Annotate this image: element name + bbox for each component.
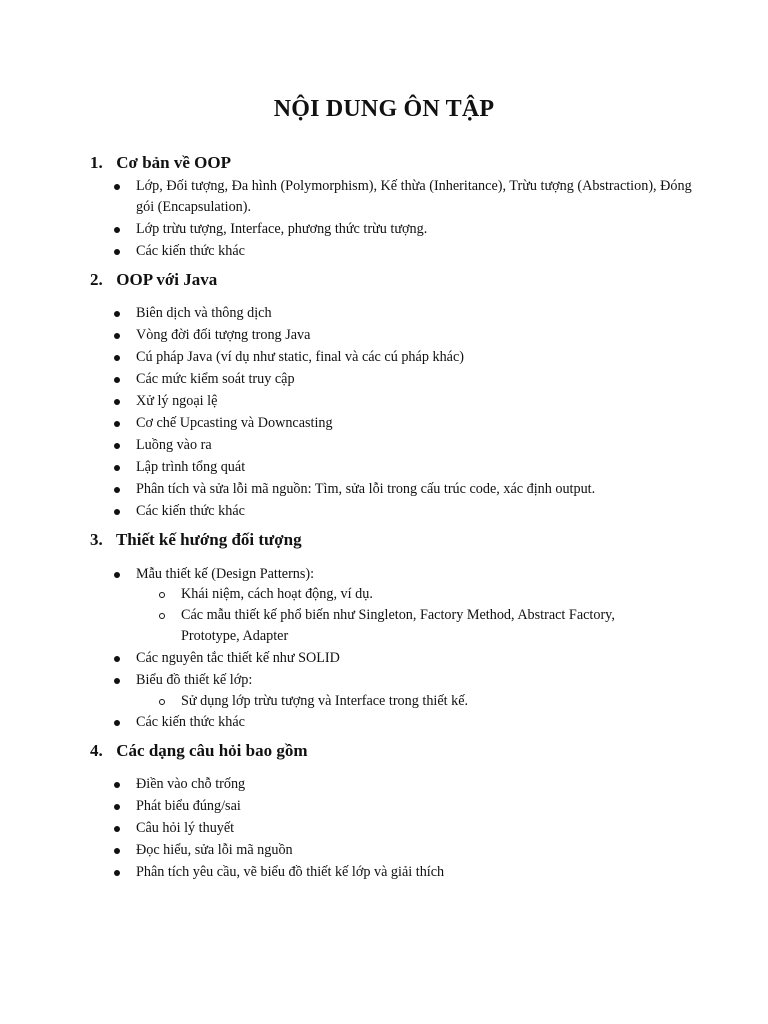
section-1-title: Cơ bản về OOP [116,153,231,172]
bullet-icon [114,399,120,405]
bullet-icon [114,826,120,832]
list-item: Lập trình tổng quát [136,459,246,475]
bullet-icon [114,333,120,339]
list-item: Vòng đời đối tượng trong Java [136,327,311,343]
bullet-icon [114,720,120,726]
list-item: Biên dịch và thông dịch [136,305,272,321]
bullet-icon [114,572,120,578]
bullet-icon [114,848,120,854]
bullet-icon [114,804,120,810]
list-item: Lớp trừu tượng, Interface, phương thức trừu tượng. [136,221,428,237]
section-2-title: OOP với Java [116,270,218,289]
sub-list-item: Khái niệm, cách hoạt động, ví dụ. [181,586,373,602]
section-3-number: 3. [90,530,103,549]
list-item: Các kiến thức khác [136,243,245,259]
section-1-number: 1. [90,153,103,172]
bullet-icon [114,487,120,493]
bullet-icon [114,184,120,190]
section-2-number: 2. [90,270,103,289]
list-item: Điền vào chỗ trống [136,776,246,792]
section-4-heading [90,739,308,763]
circle-bullet-icon [159,699,165,705]
list-item: Câu hỏi lý thuyết [136,820,235,836]
bullet-icon [114,227,120,233]
bullet-icon [114,465,120,471]
list-item: Xử lý ngoại lệ [136,393,218,409]
section-1-heading [90,151,231,175]
bullet-icon [114,782,120,788]
bullet-icon [114,678,120,684]
bullet-icon [114,509,120,515]
bullet-icon [114,656,120,662]
list-item: Các nguyên tắc thiết kế như SOLID [136,650,340,666]
list-item: Biểu đồ thiết kế lớp: [136,672,253,688]
list-item: Mẫu thiết kế (Design Patterns): [136,566,315,582]
section-4-title: Các dạng câu hỏi bao gồm [116,741,308,760]
list-item: Cú pháp Java (ví dụ như static, final và các cú pháp khác) [136,349,464,365]
circle-bullet-icon [159,613,165,619]
list-item: Phân tích và sửa lỗi mã nguồn: Tìm, sửa lỗi trong cấu trúc code, xác định output. [136,481,596,497]
page-title: NỘI DUNG ÔN TẬP [273,96,495,122]
list-item: Luồng vào ra [136,437,212,453]
section-3-title: Thiết kế hướng đối tượng [115,530,302,549]
list-item: Các kiến thức khác [136,714,245,730]
section-3-heading [90,528,302,552]
list-item: Lớp, Đối tượng, Đa hình (Polymorphism), Kế thừa (Inheritance), Trừu tượng (Abstraction), Đóng gói (Encapsulation). [136,178,692,215]
list-item: Phân tích yêu cầu, vẽ biểu đồ thiết kế lớp và giải thích [136,864,445,880]
bullet-icon [114,355,120,361]
list-item: Phát biểu đúng/sai [136,798,241,814]
bullet-icon [114,249,120,255]
bullet-icon [114,421,120,427]
section-4-number: 4. [90,741,103,760]
sub-list-item: Các mẫu thiết kế phổ biến như Singleton, Factory Method, Abstract Factory, Prototype, Adapter [181,607,615,644]
bullet-icon [114,870,120,876]
bullet-icon [114,377,120,383]
list-item: Các mức kiểm soát truy cập [136,371,295,387]
bullet-icon [114,443,120,449]
list-item: Các kiến thức khác [136,503,245,519]
list-item: Đọc hiểu, sửa lỗi mã nguồn [136,842,293,858]
circle-bullet-icon [159,592,165,598]
bullet-icon [114,311,120,317]
sub-list-item: Sử dụng lớp trừu tượng và Interface trong thiết kế. [181,693,469,709]
list-item: Cơ chế Upcasting và Downcasting [136,415,333,431]
section-2-heading [90,268,217,292]
